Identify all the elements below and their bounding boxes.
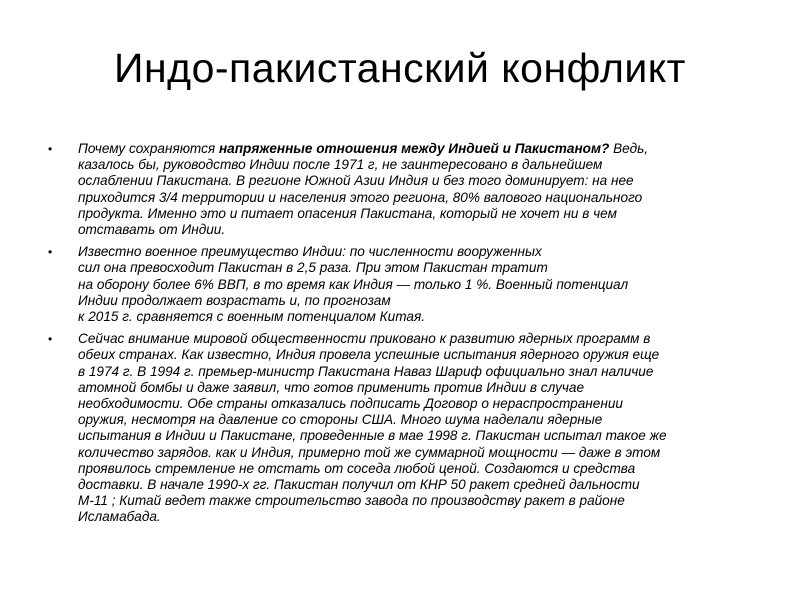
text-segment: приходится 3/4 территории и населения этого региона, 80% валового национального — [78, 189, 643, 205]
text-line — [78, 445, 760, 461]
bullet-text — [78, 244, 760, 325]
text-segment: доставки. В начале 1990-х гг. Пакистан получил от КНР 50 ракет средней дальности — [78, 477, 640, 493]
text-segment: отставать от Индии. — [78, 222, 226, 238]
text-line — [78, 173, 760, 189]
text-segment: Исламабада. — [78, 509, 161, 525]
text-segment: М-11 ; Китай ведет также строительство завода по производству ракет в районе — [78, 493, 625, 509]
text-line — [78, 244, 760, 260]
text-line — [78, 293, 760, 309]
text-line — [78, 461, 760, 477]
text-line — [78, 493, 760, 509]
text-segment: испытания в Индии и Пакистане, проведенные в мае 1998 г. Пакистан испытал такое же — [78, 428, 667, 444]
bullet-item — [48, 244, 760, 325]
text-segment: ослаблении Пакистана. В регионе Южной Азии Индия и без того доминирует: на нее — [78, 173, 634, 189]
text-segment: сил она превосходит Пакистан в 2,5 раза. При этом Пакистан тратит — [78, 260, 548, 276]
text-line — [78, 206, 760, 222]
text-line — [78, 428, 760, 444]
text-segment: необходимости. Обе страны отказались подписать Договор о нераспространении — [78, 396, 623, 412]
bullet-item — [48, 331, 760, 525]
text-line — [78, 477, 760, 493]
slide-title: Индо-пакистанский конфликт — [114, 45, 686, 91]
text-line — [78, 190, 760, 206]
text-segment: Ведь, — [609, 141, 649, 156]
bullet-marker: • — [48, 332, 53, 347]
text-segment: на оборону более 6% ВВП, в то время как Индия — только 1 %. Военный потенциал — [78, 276, 629, 292]
bullet-item — [48, 141, 760, 238]
text-line — [78, 260, 760, 276]
text-line — [78, 331, 760, 347]
text-segment: в 1974 г. В 1994 г. премьер-министр Пакистана Наваз Шариф официально знал наличие — [78, 363, 654, 379]
text-segment: Известно военное преимущество Индии: по численности вооруженных — [78, 244, 542, 260]
text-segment: оружия, несмотря на давление со стороны США. Много шума наделали ядерные — [78, 412, 603, 428]
bullet-text — [78, 141, 760, 238]
text-line — [78, 309, 760, 325]
text-segment: продукта. Именно это и питает опасения Пакистана, который не хочет ни в чем — [78, 205, 617, 221]
slide-content — [48, 141, 760, 532]
text-line — [78, 396, 760, 412]
text-line — [78, 412, 760, 428]
bullet-text — [78, 331, 760, 525]
text-segment: атомной бомбы и даже заявил, что готов применить против Индии в случае — [78, 379, 585, 395]
text-line — [78, 380, 760, 396]
text-segment: Индии продолжает возрастать и, по прогнозам — [78, 292, 391, 308]
text-segment: количество зарядов. как и Индия, примерно той же суммарной мощности — даже в этом — [78, 444, 661, 460]
text-line — [78, 222, 760, 238]
text-line — [78, 364, 760, 380]
text-segment: к 2015 г. сравняется с военным потенциалом Китая. — [78, 309, 425, 325]
bullet-marker: • — [48, 142, 53, 156]
text-line — [78, 277, 760, 293]
text-line — [78, 157, 760, 173]
text-line — [78, 141, 760, 157]
text-segment: обеих странах. Как известно, Индия провела успешные испытания ядерного оружия еще — [78, 347, 660, 363]
text-line — [78, 509, 760, 525]
bullet-marker: • — [48, 245, 53, 260]
emphasized-text: напряженные отношения между Индией и Пакистаном? — [218, 141, 610, 156]
text-segment: Почему сохраняются — [78, 141, 219, 156]
text-segment: проявилось стремление не отстать от соседа любой ценой. Создаются и средства — [78, 460, 636, 476]
text-line — [78, 347, 760, 363]
text-segment: Сейчас внимание мировой общественности приковано к развитию ядерных программ в — [78, 331, 651, 347]
text-segment: казалось бы, руководство Индии после 1971 г, не заинтересовано в дальнейшем — [78, 157, 603, 173]
